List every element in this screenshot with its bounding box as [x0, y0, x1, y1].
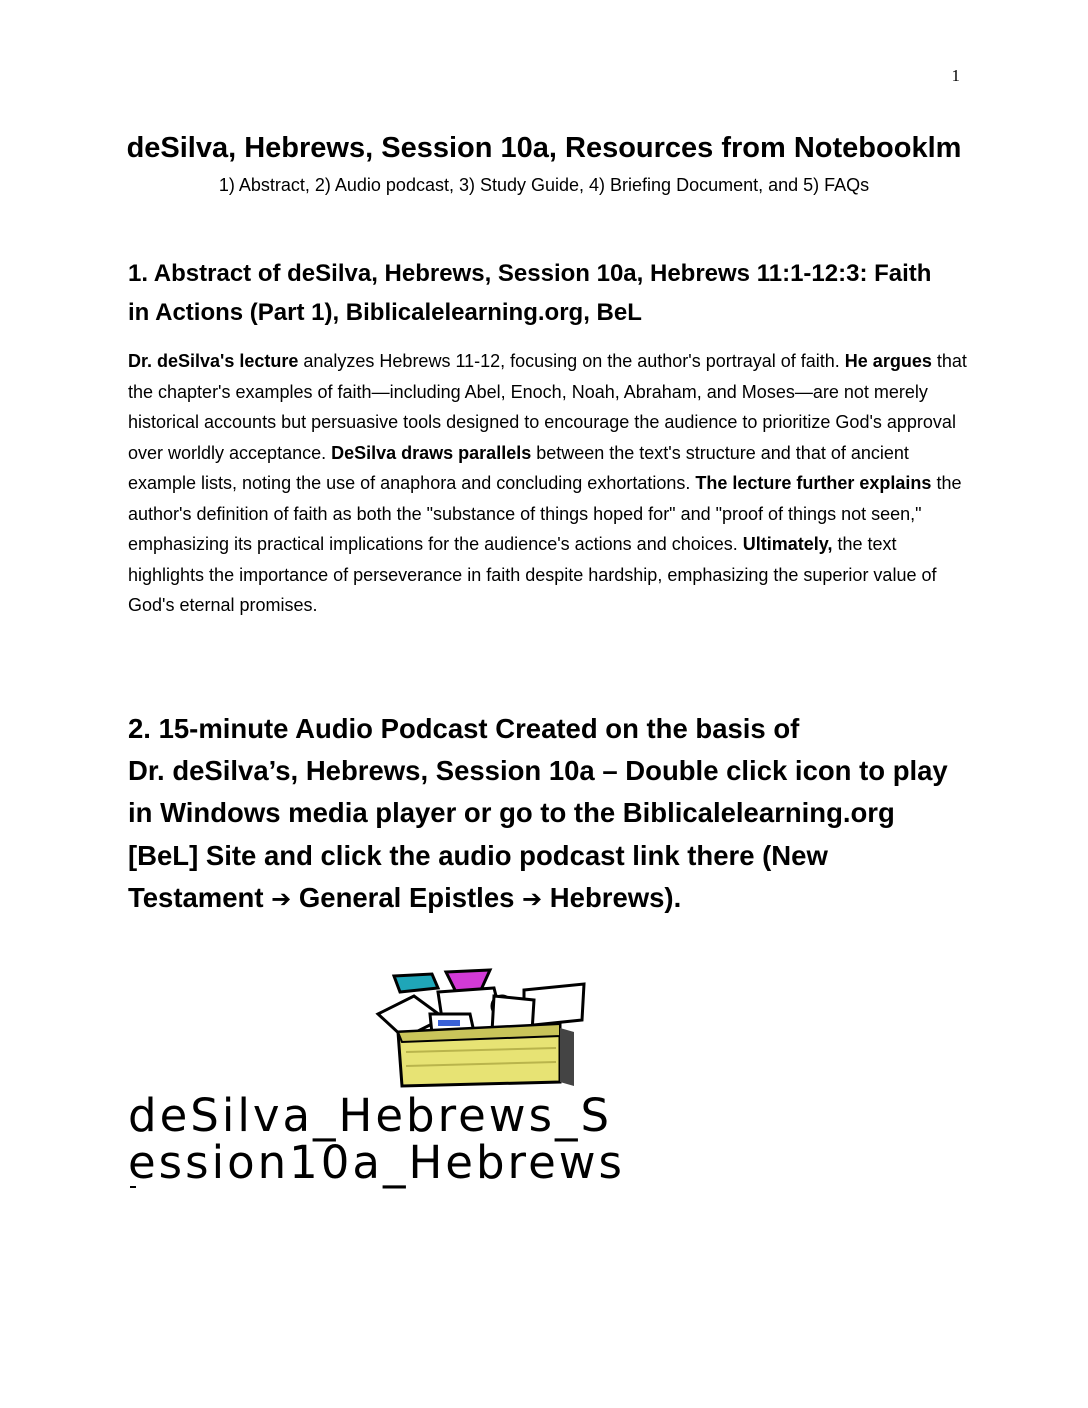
section-2-line4: [BeL] Site and click the audio podcast link there (New	[128, 839, 828, 871]
section-2-line5-a: Testament	[128, 881, 272, 913]
section-2-line5-c: Hebrews).	[542, 881, 682, 913]
document-title: deSilva, Hebrews, Session 10a, Resources from Notebooklm	[126, 132, 962, 164]
section-2-line5	[128, 877, 968, 920]
section-2-line2: Dr. deSilva’s, Hebrews, Session 10a – Double click icon to play	[128, 755, 948, 787]
podcast-package-icon[interactable]	[374, 966, 588, 1088]
section-2-line3: in Windows media player or go to the Biblicalelearning.org	[128, 797, 895, 829]
abstract-paragraph	[128, 346, 968, 621]
podcast-file-label-line2	[128, 1136, 848, 1189]
abstract-text-3: between the text's structure and that of ancient example lists, noting the use of anaphora and concluding exhortations.	[128, 442, 909, 493]
abstract-text-5: the text highlights the importance of perseverance in faith despite hardship, emphasizing the superior value of God's eternal promises.	[128, 534, 937, 615]
abstract-bold-2: He argues	[844, 351, 932, 371]
arrow-right-icon: ➔	[271, 884, 292, 913]
section-2-heading	[128, 708, 968, 920]
package-icon	[374, 966, 588, 1088]
section-1-heading-line2: in Actions (Part 1), Biblicalelearning.org, BeL	[128, 299, 642, 326]
abstract-bold-5: Ultimately,	[742, 534, 833, 554]
section-1-heading-line1: 1. Abstract of deSilva, Hebrews, Session 10a, Hebrews 11:1-12:3: Faith	[128, 260, 932, 287]
section-1-heading	[128, 254, 968, 332]
section-2-line5-b: General Epistles	[291, 881, 523, 913]
abstract-text-1: analyzes Hebrews 11-12, focusing on the author's portrayal of faith.	[298, 351, 845, 371]
podcast-file-label-line1: deSilva_Hebrews_S	[128, 1089, 613, 1142]
abstract-bold-3: DeSilva draws parallels	[331, 442, 532, 463]
abstract-text-2: that the chapter's examples of faith—including Abel, Enoch, Noah, Abraham, and Moses—are not merely historical accounts but persuasive tools designed to encourage the audience to prioritize God's approval over worldly acceptance.	[128, 351, 967, 463]
abstract-bold-1: Dr. deSilva's lecture	[128, 351, 299, 371]
abstract-text-4: the author's definition of faith as both the "substance of things hoped for" and "proof of things not seen," emphasizing its practical implications for the audience's actions and choices.	[128, 473, 962, 554]
podcast-file-label-line2-text: ession10a_Hebrews	[128, 1136, 626, 1189]
section-2-line1: 2. 15-minute Audio Podcast Created on the basis of	[128, 713, 800, 744]
abstract-bold-4: The lecture further explains	[695, 473, 932, 493]
document-subtitle: 1) Abstract, 2) Audio podcast, 3) Study Guide, 4) Briefing Document, and 5) FAQs	[218, 175, 870, 195]
arrow-right-icon: ➔	[522, 884, 543, 913]
page-number: 1	[951, 66, 960, 85]
podcast-file-label[interactable]	[128, 1089, 848, 1189]
